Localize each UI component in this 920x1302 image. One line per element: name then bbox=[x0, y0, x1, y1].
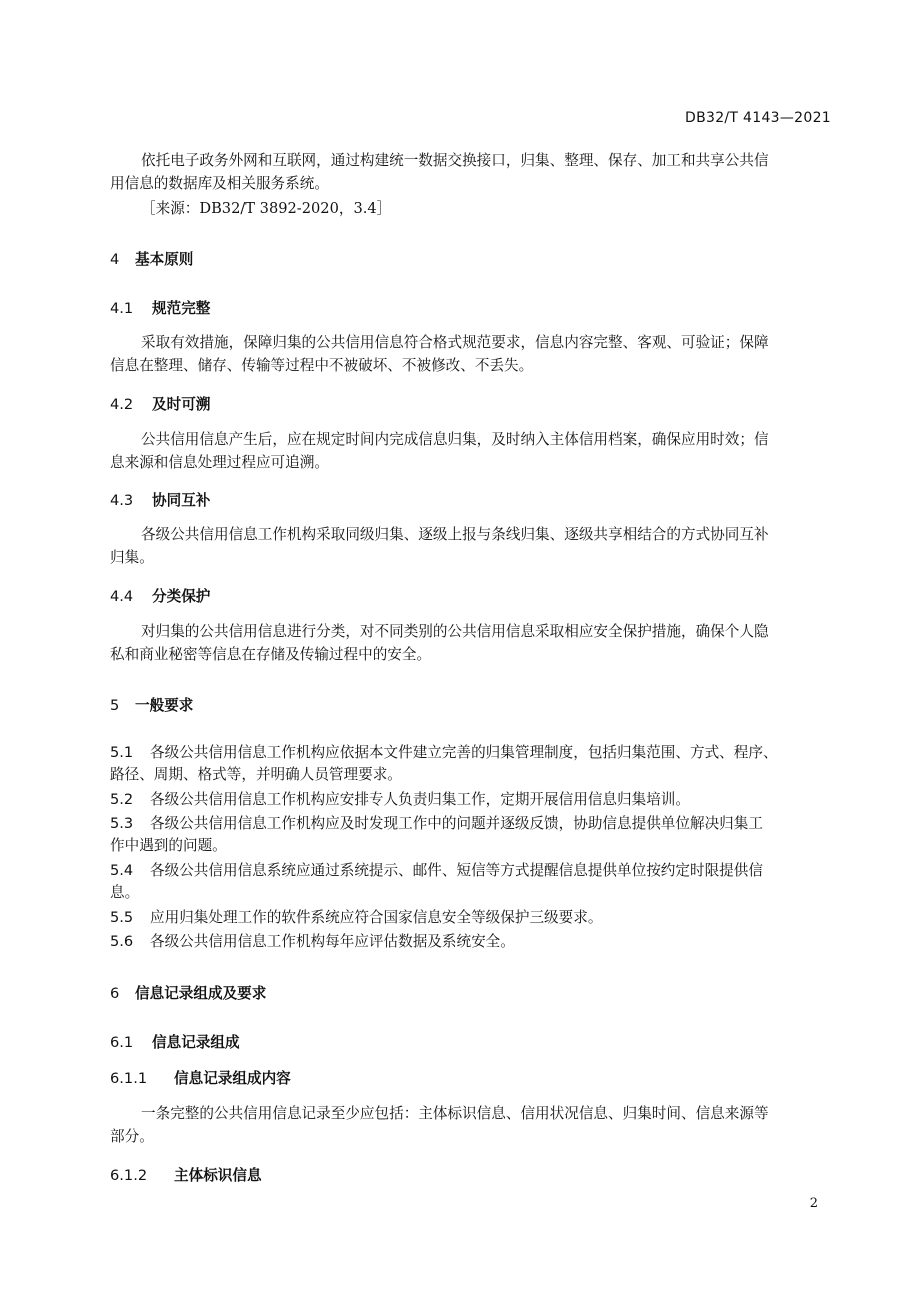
section-4-3-paragraph bbox=[110, 523, 832, 569]
section-title: 一般要求 bbox=[135, 697, 194, 714]
item-line: 作中遇到的问题。 bbox=[110, 837, 227, 854]
item-line: 各级公共信用信息工作机构应依据本文件建立完善的归集管理制度，包括归集范围、方式、程序、 bbox=[150, 744, 778, 761]
section-6-1-1-heading bbox=[110, 1067, 291, 1088]
item-line: 息。 bbox=[110, 884, 140, 901]
section-number: 6.1.1 bbox=[110, 1070, 148, 1087]
paragraph-line: 归集。 bbox=[110, 549, 154, 566]
paragraph-line: 私和商业秘密等信息在存储及传输过程中的安全。 bbox=[110, 646, 432, 663]
item-5-2 bbox=[110, 789, 832, 811]
section-4-2-heading bbox=[110, 393, 210, 414]
section-4-3-heading bbox=[110, 489, 210, 510]
section-4-heading bbox=[110, 248, 193, 269]
section-title: 主体标识信息 bbox=[174, 1167, 262, 1184]
section-6-heading bbox=[110, 982, 266, 1003]
item-number: 5.3 bbox=[110, 815, 134, 832]
paragraph-line: 信息在整理、储存、传输等过程中不被破坏、不被修改、不丢失。 bbox=[110, 357, 534, 374]
item-5-6 bbox=[110, 931, 832, 953]
page-number: 2 bbox=[809, 1196, 818, 1211]
item-5-1 bbox=[110, 742, 832, 786]
section-number: 6 bbox=[110, 985, 120, 1002]
doc-code-header: DB32/T 4143—2021 bbox=[685, 110, 831, 126]
item-number: 5.2 bbox=[110, 791, 134, 808]
section-title: 分类保护 bbox=[152, 588, 211, 605]
paragraph-line: 息来源和信息处理过程应可追溯。 bbox=[110, 454, 329, 471]
section-title: 信息记录组成及要求 bbox=[135, 985, 267, 1002]
item-line: 应用归集处理工作的软件系统应符合国家信息安全等级保护三级要求。 bbox=[150, 909, 603, 926]
paragraph-line: 公共信用信息产生后，应在规定时间内完成信息归集，及时纳入主体信用档案，确保应用时效；信 bbox=[141, 431, 769, 448]
section-6-1-heading bbox=[110, 1031, 240, 1052]
item-5-3 bbox=[110, 813, 832, 857]
item-line: 各级公共信用信息工作机构每年应评估数据及系统安全。 bbox=[150, 933, 515, 950]
item-line: 路径、周期、格式等，并明确人员管理要求。 bbox=[110, 766, 402, 783]
item-5-5 bbox=[110, 907, 832, 929]
section-number: 4.3 bbox=[110, 492, 134, 509]
paragraph-line: 采取有效措施，保障归集的公共信用信息符合格式规范要求，信息内容完整、客观、可验证；保障 bbox=[141, 334, 769, 351]
paragraph-line: 部分。 bbox=[110, 1128, 154, 1145]
section-4-1-heading bbox=[110, 297, 210, 318]
item-line: 各级公共信用信息系统应通过系统提示、邮件、短信等方式提醒信息提供单位按约定时限提供信 bbox=[150, 862, 763, 879]
paragraph-line: 一条完整的公共信用信息记录至少应包括：主体标识信息、信用状况信息、归集时间、信息来源等 bbox=[141, 1105, 769, 1122]
section-number: 5 bbox=[110, 697, 120, 714]
section-title: 规范完整 bbox=[152, 300, 211, 317]
item-number: 5.5 bbox=[110, 909, 134, 926]
section-4-4-heading bbox=[110, 585, 210, 606]
section-title: 基本原则 bbox=[135, 251, 194, 268]
section-number: 4.4 bbox=[110, 588, 134, 605]
section-number: 4.2 bbox=[110, 396, 134, 413]
item-number: 5.1 bbox=[110, 744, 134, 761]
item-line: 各级公共信用信息工作机构应及时发现工作中的问题并逐级反馈，协助信息提供单位解决归集工 bbox=[150, 815, 763, 832]
section-number: 6.1.2 bbox=[110, 1167, 148, 1184]
section-4-1-paragraph bbox=[110, 331, 832, 377]
section-title: 信息记录组成 bbox=[152, 1034, 240, 1051]
section-title: 协同互补 bbox=[152, 492, 211, 509]
paragraph-line: 各级公共信用信息工作机构采取同级归集、逐级上报与条线归集、逐级共享相结合的方式协同互补 bbox=[141, 526, 769, 543]
section-number: 4.1 bbox=[110, 300, 134, 317]
intro-line-1: 依托电子政务外网和互联网，通过构建统一数据交换接口，归集、整理、保存、加工和共享公共信 bbox=[141, 152, 769, 169]
section-number: 4 bbox=[110, 251, 120, 268]
section-6-1-2-heading bbox=[110, 1164, 262, 1185]
section-6-1-1-paragraph bbox=[110, 1102, 832, 1148]
section-title: 及时可溯 bbox=[152, 396, 211, 413]
item-line: 各级公共信用信息工作机构应安排专人负责归集工作，定期开展信用信息归集培训。 bbox=[150, 791, 690, 808]
intro-line-2: 用信息的数据库及相关服务系统。 bbox=[110, 175, 329, 192]
section-5-heading bbox=[110, 694, 193, 715]
item-number: 5.6 bbox=[110, 933, 134, 950]
section-4-4-paragraph bbox=[110, 620, 832, 666]
section-4-2-paragraph bbox=[110, 428, 832, 474]
intro-paragraph bbox=[110, 149, 832, 195]
intro-source: ［来源：DB32/T 3892-2020，3.4］ bbox=[141, 200, 392, 217]
item-number: 5.4 bbox=[110, 862, 134, 879]
paragraph-line: 对归集的公共信用信息进行分类，对不同类别的公共信用信息采取相应安全保护措施，确保个人隐 bbox=[141, 623, 769, 640]
section-number: 6.1 bbox=[110, 1034, 134, 1051]
item-5-4 bbox=[110, 860, 832, 904]
section-title: 信息记录组成内容 bbox=[174, 1070, 291, 1087]
